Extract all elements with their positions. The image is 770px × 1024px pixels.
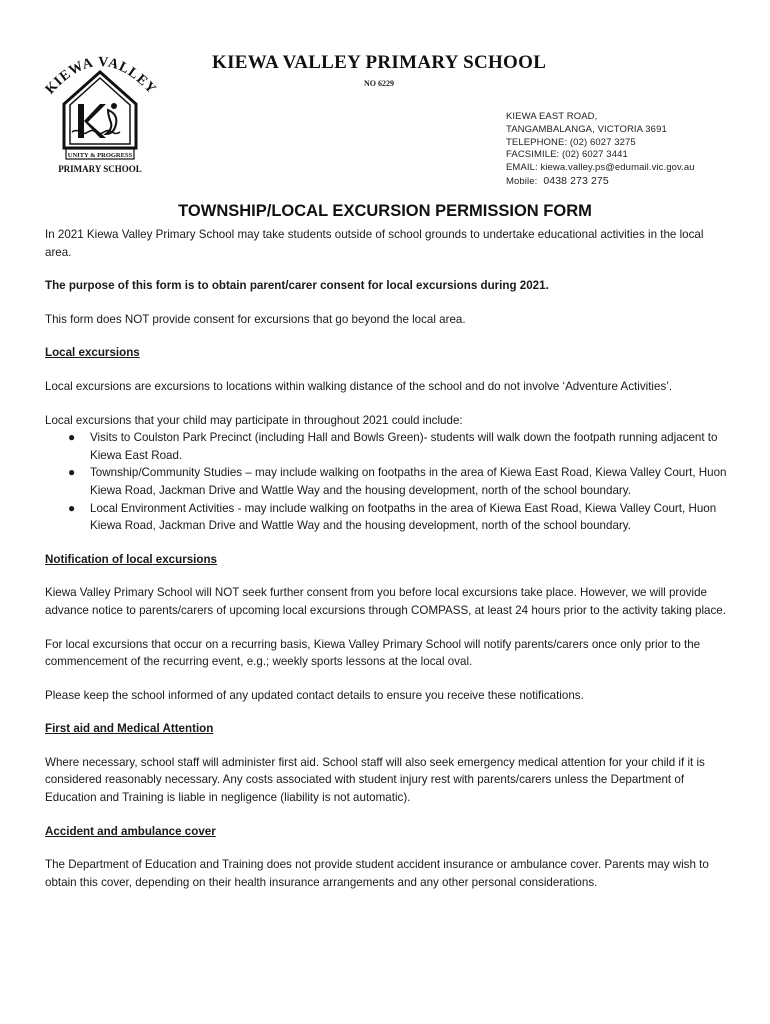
notification-paragraph-3: Please keep the school informed of any updated contact details to ensure you receive these notifications. xyxy=(45,688,584,702)
svg-text:UNITY & PROGRESS: UNITY & PROGRESS xyxy=(67,152,133,159)
school-logo xyxy=(40,44,160,176)
form-title: TOWNSHIP/LOCAL EXCURSION PERMISSION FORM xyxy=(178,202,592,220)
svg-text:KIEWA VALLEY: KIEWA VALLEY xyxy=(42,54,159,98)
scope-statement: This form does NOT provide consent for excursions that go beyond the local area. xyxy=(45,312,466,326)
section-heading-accident: Accident and ambulance cover xyxy=(45,824,216,838)
bullet-icon: ● xyxy=(68,430,76,445)
list-item: ● Local Environment Activities - may include walking on footpaths in the area of Kiewa East Road, Kiewa Valley Court, Huon Kiewa Road, Jackman Drive and Wattle Way and the housing development, north of the school boundary. xyxy=(68,500,717,533)
school-number: NO 6229 xyxy=(364,79,394,88)
notification-paragraph-1: Kiewa Valley Primary School will NOT seek further consent from you before local excursions take place. However, we will provide advance notice to parents/carers of upcoming local excursions through COMPASS, at least 24 hours prior to the activity taking place. xyxy=(45,586,726,617)
contact-block xyxy=(506,111,695,189)
local-excursions-intro: Local excursions that your child may participate in throughout 2021 could include: xyxy=(45,413,463,427)
intro-paragraph: In 2021 Kiewa Valley Primary School may take students outside of school grounds to undertake educational activities in the local area. xyxy=(45,228,704,259)
telephone: TELEPHONE: (02) 6027 3275 xyxy=(506,136,636,148)
notification-paragraph-2: For local excursions that occur on a recurring basis, Kiewa Valley Primary School will notify parents/carers once only prior to the commencement of the recurring event, e.g.; weekly sports lessons at the local oval. xyxy=(45,637,701,669)
local-excursions-definition: Local excursions are excursions to locations within walking distance of the school and do not involve ‘Adventure Activities’. xyxy=(45,379,673,393)
mobile-number: 0438 273 275 xyxy=(543,174,609,187)
bullet-icon: ● xyxy=(68,500,76,515)
facsimile: FACSIMILE: (02) 6027 3441 xyxy=(506,149,628,161)
section-heading-first-aid: First aid and Medical Attention xyxy=(45,722,214,736)
accident-paragraph: The Department of Education and Training does not provide student accident insurance or ambulance cover. Parents may wish to obtain this cover, depending on their health insurance arrangements and any other personal considerations. xyxy=(45,858,709,889)
school-name: KIEWA VALLEY PRIMARY SCHOOL xyxy=(212,52,547,73)
address-line-2: TANGAMBALANGA, VICTORIA 3691 xyxy=(506,123,667,135)
mobile-label: Mobile: xyxy=(506,175,538,187)
address-line-1: KIEWA EAST ROAD, xyxy=(506,111,598,122)
section-heading-notification: Notification of local excursions xyxy=(45,552,218,566)
svg-text:PRIMARY SCHOOL: PRIMARY SCHOOL xyxy=(58,164,142,174)
email: EMAIL: kiewa.valley.ps@edumail.vic.gov.au xyxy=(506,162,695,174)
bullet-icon: ● xyxy=(68,465,76,480)
list-item: ● Visits to Coulston Park Precinct (including Hall and Bowls Green)- students will walk down the footpath running adjacent to Kiewa East Road. xyxy=(68,430,718,462)
purpose-statement: The purpose of this form is to obtain parent/carer consent for local excursions during 2021. xyxy=(45,279,549,293)
excursion-list xyxy=(45,429,730,535)
mobile-line xyxy=(506,175,695,189)
first-aid-paragraph: Where necessary, school staff will administer first aid. School staff will also seek emergency medical attention for your child if it is considered reasonably necessary. Any costs associated with student injury rest with parents/carers unless the Department of Education and Training is liable in negligence (liability is not automatic). xyxy=(45,755,705,805)
section-heading-local-excursions: Local excursions xyxy=(45,346,140,360)
list-item: ● Township/Community Studies – may include walking on footpaths in the area of Kiewa East Road, Kiewa Valley Court, Huon Kiewa Road, Jackman Drive and Wattle Way and the housing development, north of the school boundary. xyxy=(68,465,727,497)
form-body xyxy=(45,226,730,891)
